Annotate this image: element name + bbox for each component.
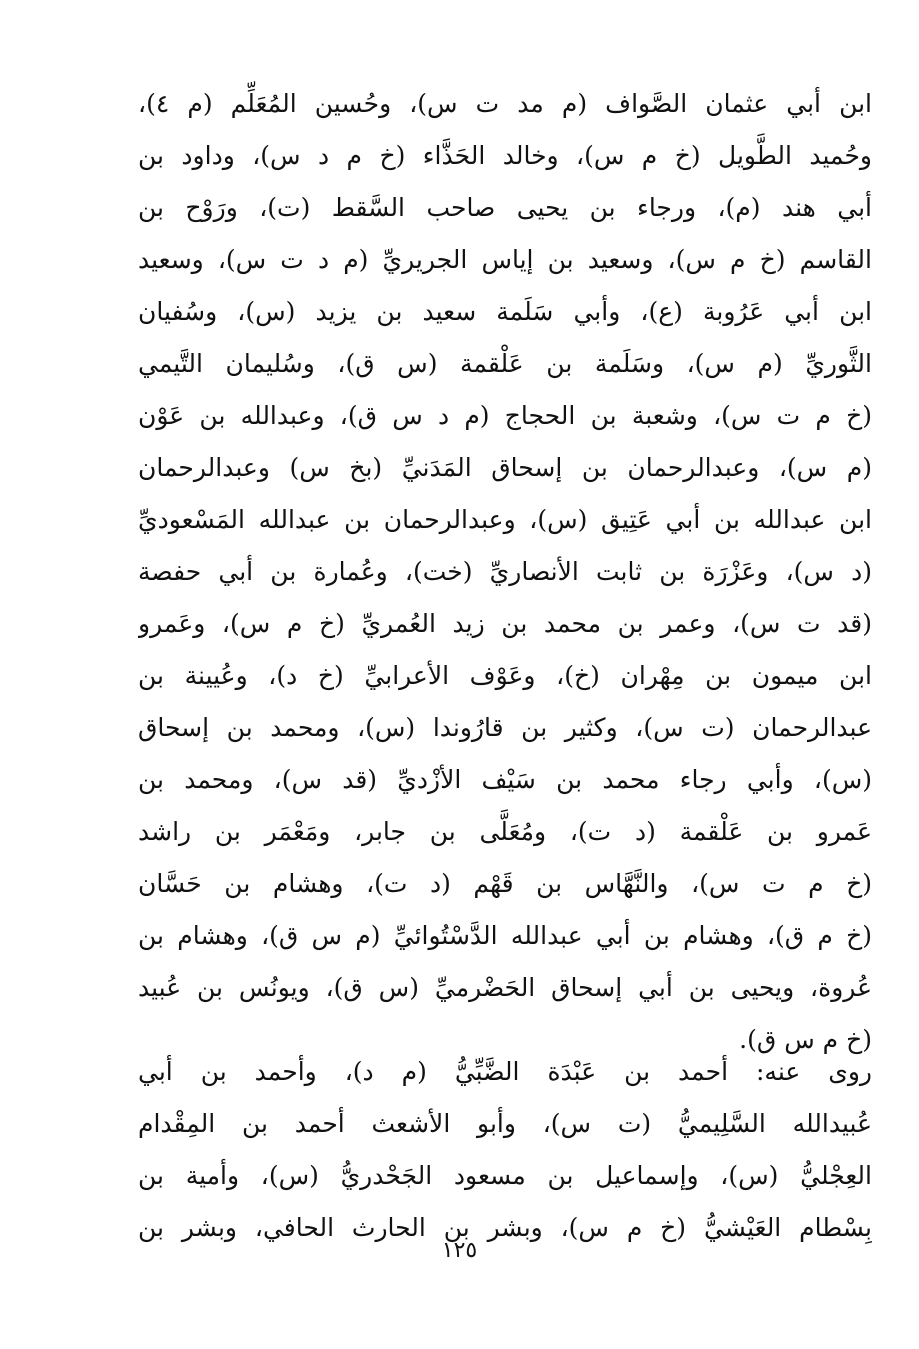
narrated-from-him-paragraph (138, 1046, 872, 1254)
text-line: (د س)، وعَزْرَة بن ثابت الأنصاريِّ (خت)، وعُمارة بن أبي حفصة (138, 557, 872, 586)
text-line: القاسم (خ م س)، وسعيد بن إياس الجريريِّ (م د ت س)، وسعيد (138, 245, 872, 274)
text-line: (خ م س ق). (739, 1025, 872, 1054)
page-number: ١٢٥ (441, 1238, 478, 1263)
text-line: (خ م ت س)، وشعبة بن الحجاج (م د س ق)، وعبدالله بن عَوْن (138, 401, 872, 430)
text-line: ابن عبدالله بن أبي عَتِيق (س)، وعبدالرحمان بن عبدالله المَسْعوديِّ (138, 505, 872, 534)
text-line: أبي هند (م)، ورجاء بن يحيى صاحب السَّقط (ت)، ورَوْح بن (138, 193, 872, 222)
text-line: عُبيدالله السَّلِيميُّ (ت س)، وأبو الأشعث أحمد بن المِقْدام (138, 1109, 872, 1138)
text-line: بِسْطام العَيْشيُّ (خ م س)، وبشر بن الحارث الحافي، وبشر بن (138, 1213, 872, 1242)
text-line: ابن ميمون بن مِهْران (خ)، وعَوْف الأعرابيِّ (خ د)، وعُيينة بن (138, 661, 872, 690)
text-line: عَمرو بن عَلْقمة (د ت)، ومُعَلَّى بن جابر، ومَعْمَر بن راشد (138, 817, 872, 846)
text-line: (خ م ت س)، والنَّهَّاس بن قَهْم (د ت)، وهشام بن حَسَّان (138, 869, 872, 898)
text-line: (س)، وأبي رجاء محمد بن سَيْف الأزْديِّ (قد س)، ومحمد بن (138, 765, 872, 794)
text-line: عبدالرحمان (ت س)، وكثير بن قارُوندا (س)، ومحمد بن إسحاق (138, 713, 872, 742)
text-line: (خ م ق)، وهشام بن أبي عبدالله الدَّسْتُوائيِّ (م س ق)، وهشام بن (138, 921, 872, 950)
text-line: ابن أبي عَرُوبة (ع)، وأبي سَلَمة سعيد بن يزيد (س)، وسُفيان (138, 297, 872, 326)
text-line: العِجْليُّ (س)، وإسماعيل بن مسعود الجَحْدريُّ (س)، وأمية بن (138, 1161, 872, 1190)
text-line: وحُميد الطَّويل (خ م س)، وخالد الحَذَّاء (خ م د س)، وداود بن (138, 141, 872, 170)
text-line: عُروة، ويحيى بن أبي إسحاق الحَضْرميِّ (س ق)، ويونُس بن عُبيد (138, 973, 872, 1002)
text-line: (قد ت س)، وعمر بن محمد بن زيد العُمريِّ (خ م س)، وعَمرو (138, 609, 872, 638)
text-line: (م س)، وعبدالرحمان بن إسحاق المَدَنيِّ (بخ س) وعبدالرحمان (138, 453, 872, 482)
text-line: الثَّوريِّ (م س)، وسَلَمة بن عَلْقمة (س ق)، وسُليمان التَّيمي (138, 349, 872, 378)
text-line: ابن أبي عثمان الصَّواف (م مد ت س)، وحُسين المُعَلِّم (م ٤)، (138, 89, 872, 118)
narrators-paragraph (138, 78, 872, 1066)
text-line: روى عنه: أحمد بن عَبْدَة الضَّبِّيُّ (م د)، وأحمد بن أبي (138, 1057, 872, 1086)
